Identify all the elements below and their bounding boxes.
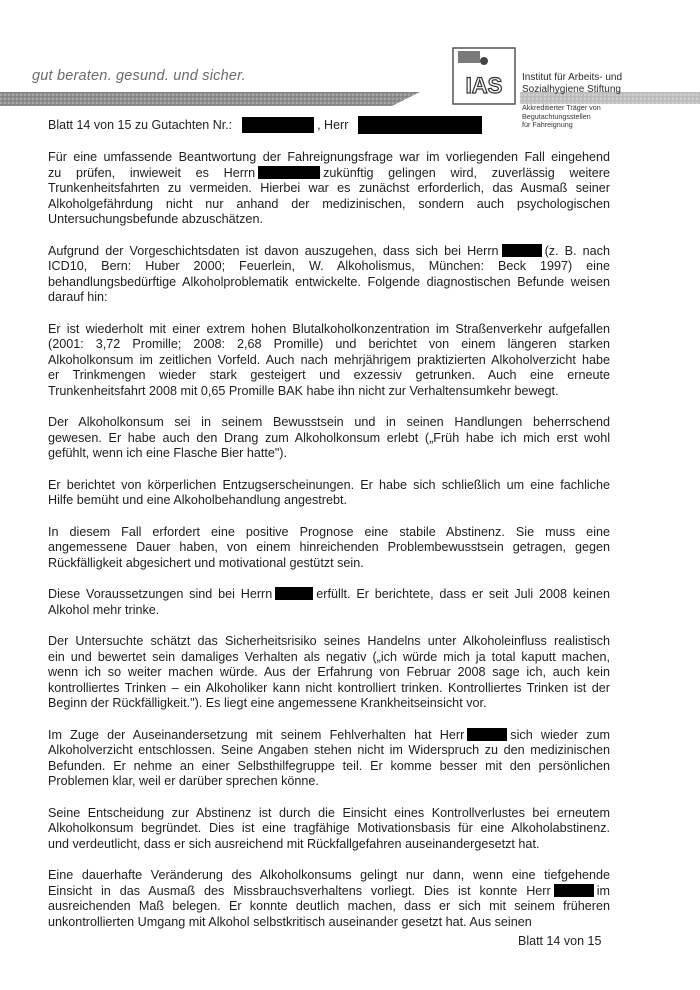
institute-name [522,72,692,96]
text-segment: Alkoholgefährdung nicht nur anhand der medizinischen, sondern auch psychologischen [48,196,610,211]
text-line [48,322,610,338]
text-segment: Alkoholkonsum im zeitlichen Vorfeld. Auch nach mehrjährigem praktizierten Alkoholverzicht habe [48,352,610,367]
paragraph [48,525,610,572]
text-segment: er Trinkmengen wieder stark gesteigert und exzessiv getrunken. Auch eine erneute [48,368,610,382]
text-segment: angemessene Dauer haben, von einem hinreichenden Problembewusstsein getragen, gegen [48,540,610,554]
paragraph [48,478,610,509]
text-segment: In diesem Fall erfordert eine positive Prognose eine stabile Abstinenz. Sie muss eine [48,524,610,539]
text-segment: Der Alkoholkonsum sei in seinem Bewusstsein und in seinen Handlungen beherrschend [48,415,610,429]
text-segment: behandlungsbedürftige Alkoholproblematik entwickelte. Folgende diagnostischen Befunde weisen [48,274,610,289]
redacted-name [554,884,594,897]
paragraph [48,150,610,228]
paragraph [48,322,610,400]
text-segment: sich wieder zum [510,727,610,742]
paragraph [48,244,610,306]
text-line [48,181,610,197]
paragraph [48,806,610,853]
text-line [48,634,610,650]
paragraph [48,587,610,618]
report-reference-line [48,116,482,136]
text-line [48,603,610,619]
text-line [48,337,610,353]
text-segment: ein und bewertet sein damaliges Verhalten als negativ („ich würde mich ja total kaputt machen, [48,649,610,664]
text-segment: gefühlt, wenn ich eine Flasche Bier hatte"). [48,446,287,460]
text-segment: Trunkenheitsfahrt 2008 mit 0,65 Promille BAK habe ihn nicht zur Verhaltensumkehr bewegt. [48,383,559,398]
page-footer: Blatt 14 von 15 [518,934,602,948]
text-segment: und verdeutlicht, dass er sich ausreichend mit Rückfallgefahren auseinandergesetzt hat. [48,836,540,851]
accreditation-line-1: Akkreditierter Träger von [522,103,601,112]
paragraph [48,415,610,462]
text-segment: Für eine umfassende Beantwortung der Fahreignungsfrage war im vorliegenden Fall eingehend [48,150,610,164]
text-line [48,166,610,182]
text-segment: zukünftig gelingen wird, zuverlässig weitere [323,165,610,180]
text-line [48,353,610,369]
text-segment: im [596,883,610,898]
text-line [48,446,610,462]
text-segment: Alkohol mehr trinke. [48,602,160,617]
redacted-name [258,166,320,179]
text-line [48,290,610,306]
paragraph [48,634,610,712]
herr-label: , Herr [317,118,349,132]
redacted-name [467,728,507,741]
text-segment: Diese Voraussetzungen sind bei Herrn [48,587,273,601]
text-segment: Rückfälligkeit abgesichert und motivational gestützt sein. [48,555,364,570]
text-line [48,743,610,759]
institute-line-1: Institut für Arbeits- und [522,72,623,83]
report-body [48,150,610,946]
text-line [48,525,610,541]
text-segment: Er ist wiederholt mit einer extrem hohen Blutalkoholkonzentration im Straßenverkehr aufgefallen [48,321,610,336]
text-segment: Alkoholverzicht entschlossen. Seine Angaben stehen nicht im Widerspruch zu den medizinischen [48,743,610,757]
text-segment: Seine Entscheidung zur Abstinenz ist durch die Einsicht eines Kontrollverlustes bei erneutem [48,805,610,820]
text-segment: ausreichenden Maß belegen. Er konnte deutlich machen, dass er sich mit seinem früheren [48,899,610,913]
blatt-prefix: Blatt 14 von 15 zu Gutachten Nr.: [48,118,233,132]
text-segment: ICD10, Bern: Huber 2000; Feuerlein, W. Alkoholismus, München: Beck 1997) eine [48,259,610,273]
text-line [48,259,610,275]
ias-logo [452,47,516,105]
text-line [48,212,610,228]
text-line [48,197,610,213]
text-segment: unkontrollierten Umgang mit Alkohol selbstkritisch auseinander gesetzt hat. Aus seinen [48,914,532,929]
text-line [48,774,610,790]
text-line [48,493,610,509]
text-segment: Hilfe bemüht und eine Alkoholbehandlung angestrebt. [48,493,347,507]
text-line [48,915,610,931]
text-line [48,899,610,915]
text-line [48,540,610,556]
redacted-client-name [358,116,482,134]
text-line [48,806,610,822]
text-line [48,681,610,697]
text-line [48,587,610,603]
text-segment: wenn ich so weiter machen würde. Aus der Erfahrung von Februar 2008 sage ich, auch kein [48,665,610,679]
text-line [48,384,610,400]
text-segment: (2001: 3,72 Promille; 2008: 2,68 Promille) und berichtet von einem längeren starken [48,337,610,351]
text-segment: Der Untersuchte schätzt das Sicherheitsrisiko seines Handelns unter Alkoholeinfluss realistisch [48,634,610,648]
text-line [48,244,610,260]
text-line [48,759,610,775]
text-line [48,478,610,494]
paragraph [48,868,610,930]
institute-line-2: Sozialhygiene Stiftung [522,84,621,95]
text-segment: Befunden. Er nehme an einer Selbsthilfegruppe teil. Er komme besser mit den persönlichen [48,758,610,773]
text-segment: erfüllt. Er berichtete, dass er seit Juli 2008 keinen [316,587,611,601]
text-segment: kontrolliertes Trinken – ein Alkoholiker kann nicht kontrolliert trinken. Kontrolliertes Trinken ist der [48,680,610,695]
redacted-name [275,587,313,600]
text-line [48,556,610,572]
paragraph [48,728,610,790]
text-line [48,696,610,712]
text-segment: Er berichtet von körperlichen Entzugserscheinungen. Er habe sich schließlich um eine fachliche [48,477,610,492]
accreditation-line-3: für Fahreignung [522,120,573,130]
text-line [48,275,610,291]
text-segment: (z. B. nach [544,243,610,258]
accreditation-line-2: Begutachtungsstellen [522,111,591,121]
text-segment: Problemen klar, weil er darüber sprechen könne. [48,774,319,788]
text-segment: Alkoholkonsum begründet. Dies ist eine tragfähige Motivationsbasis für eine Alkoholabstinenz. [48,821,610,835]
accreditation-note [522,104,692,130]
text-line [48,868,610,884]
logo-lettering: IAS [465,73,503,98]
redacted-name [502,244,542,257]
text-line [48,650,610,666]
text-line [48,837,610,853]
text-segment: Trunkenheitsfahrten zu vermeiden. Hierbei war es zunächst erforderlich, das Ausmaß seiner [48,181,610,195]
text-segment: gewesen. Er habe auch den Drang zum Alkoholkonsum erlebt („Früh habe ich mich erst wohl [48,430,610,445]
text-segment: Beginn der Rückfälligkeit."). Es liegt eine angemessene Krankheitseinsicht vor. [48,696,487,710]
text-line [48,150,610,166]
text-line [48,821,610,837]
tagline: gut beraten. gesund. und sicher. [32,68,246,84]
text-segment: Einsicht in das Ausmaß des Missbrauchsverhaltens vorliegt. Dies ist konnte Herr [48,883,551,898]
text-segment: Untersuchungsbefunde abzuschätzen. [48,212,263,226]
text-segment: Aufgrund der Vorgeschichtsdaten ist davon auszugehen, dass sich bei Herrn [48,243,499,258]
text-line [48,728,610,744]
text-segment: darauf hin: [48,290,108,304]
redacted-report-number [242,117,314,133]
text-segment: zu prüfen, inwieweit es Herrn [48,165,256,180]
text-line [48,884,610,900]
text-line [48,415,610,431]
text-segment: Eine dauerhafte Veränderung des Alkoholkonsums gelingt nur dann, wenn eine tiefgehende [48,868,610,882]
text-line [48,368,610,384]
text-line [48,431,610,447]
text-segment: Im Zuge der Auseinandersetzung mit seinem Fehlverhalten hat Herr [48,727,465,742]
text-line [48,665,610,681]
